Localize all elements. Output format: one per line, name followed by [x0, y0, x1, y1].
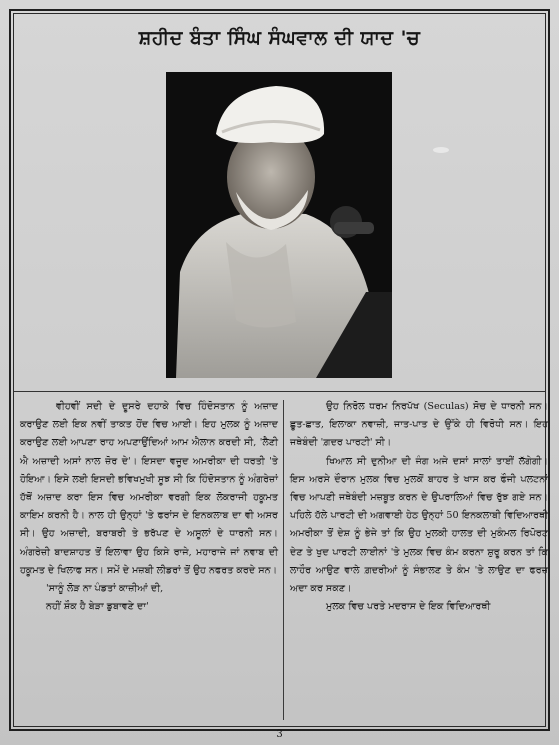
article-paragraph: ਉਹ ਨਿਰੋਲ ਧਰਮ ਨਿਰਪੱਖ (Seculas) ਸੋਚ ਦੇ ਧਾਰਨੀ ਸਨ। ਛੂਤ-ਛਾਤ, ਇਲਾਕਾ ਨਵਾਜ਼ੀ, ਜਾਤ-ਪਾਤ ਦੇ ਉੱਕੇ ਹੀ ਵਿਰੋਧੀ ਸਨ। ਇਹ ਜਥੇਬੰਦੀ 'ਗ਼ਦਰ ਪਾਰਟੀ' ਸੀ। — [290, 401, 548, 449]
page-number: 3 — [276, 729, 283, 740]
article-paragraph: ਖਿਆਲ ਸੀ ਦੁਨੀਆ ਦੀ ਜੰਗ ਅਜੇ ਦਸਾਂ ਸਾਲਾਂ ਤਾਈਂ ਲੱਗੇਗੀ। ਇਸ ਅਰਸੇ ਦੌਰਾਨ ਮੁਲਕ ਵਿਚ ਮੁਲਕੋਂ ਬਾਹਰ ਤੇ ਖਾਸ ਕਰ ਫੌਜੀ ਪਲਟਨਾਂ ਵਿਚ ਆਪਣੀ ਜਥੇਬੰਦੀ ਮਜ਼ਬੂਤ ਕਰਨ ਦੇ ਉਪਰਾਲਿਆਂ ਵਿਚ ਰੁੱਝ ਗਏ ਸਨ। ਪਹਿਲੇ ਹੱਲੇ ਪਾਰਟੀ ਦੀ ਅਗਵਾਈ ਹੇਠ ਉਨ੍ਹਾਂ 50 ਇਨਕਲਾਬੀ ਵਿਦਿਆਰਥੀ ਅਮਰੀਕਾ ਤੋਂ ਦੇਸ਼ ਨੂੰ ਭੇਜੇ ਤਾਂ ਕਿ ਉਹ ਮੁਲਕੀ ਹਾਲਤ ਦੀ ਮੁਕੰਮਲ ਰਿਪੋਰਟ ਦੇਣ ਤੇ ਖੁਦ ਪਾਰਟੀ ਲਾਈਨਾਂ 'ਤੇ ਮੁਲਕ ਵਿਚ ਕੰਮ ਕਰਨਾ ਸ਼ੁਰੂ ਕਰਨ ਤਾਂ ਕਿ ਲਾਹੌਰ ਆਉਣ ਵਾਲੇ ਗ਼ਦਰੀਆਂ ਨੂੰ ਸੰਭਾਲਣ ਤੇ ਕੰਮ 'ਤੇ ਲਾਉਣ ਦਾ ਫਰਜ਼ ਅਦਾ ਕਰ ਸਕਣ। — [290, 455, 548, 595]
portrait-photo — [166, 72, 392, 378]
article-paragraph: ਮੁਲਕ ਵਿਚ ਪਰਤੇ ਮਦਰਾਸ ਦੇ ਇਕ ਵਿਦਿਆਰਥੀ — [326, 601, 491, 613]
article-left-column — [20, 398, 278, 616]
photo-panel-speck — [432, 140, 450, 150]
column-divider — [283, 400, 284, 720]
article-title: ਸ਼ਹੀਦ ਬੰਤਾ ਸਿੰਘ ਸੰਘਵਾਲ ਦੀ ਯਾਦ 'ਚ — [138, 27, 421, 49]
article-right-column — [290, 398, 548, 616]
article-paragraph: ਵੀਹਵੀਂ ਸਦੀ ਦੇ ਦੂਸਰੇ ਦਹਾਕੇ ਵਿਚ ਹਿੰਦੋਸਤਾਨ ਨੂੰ ਅਜ਼ਾਦ ਕਰਾਉਣ ਲਈ ਇਕ ਨਵੀਂ ਤਾਕਤ ਹੋਂਦ ਵਿਚ ਆਈ। ਇਹ ਮੁਲਕ ਨੂੰ ਅਜ਼ਾਦ ਕਰਾਉਣ ਲਈ ਆਪਣਾ ਰਾਹ ਅਪਣਾਉਂਦਿਆਂ ਆਮ ਐਲਾਨ ਕਰਦੀ ਸੀ, 'ਲੈਣੀ ਐ ਅਜ਼ਾਦੀ ਅਸਾਂ ਨਾਲ ਜ਼ੋਰ ਦੇ'। ਇਸਦਾ ਵਜੂਦ ਅਮਰੀਕਾ ਦੀ ਧਰਤੀ 'ਤੇ ਹੋਇਆ। ਇਸੇ ਲਈ ਇਸਦੀ ਭਵਿਖਮੁਖੀ ਸੂਝ ਸੀ ਕਿ ਹਿੰਦੋਸਤਾਨ ਨੂੰ ਅੰਗਰੇਜ਼ਾਂ ਹੱਥੋਂ ਅਜ਼ਾਦ ਕਰਾ ਇਸ ਵਿਚ ਅਮਰੀਕਾ ਵਰਗੀ ਇਕ ਲੋਕਰਾਜੀ ਹਕੂਮਤ ਕਾਇਮ ਕਰਨੀ ਹੈ। ਨਾਲ ਹੀ ਉਨ੍ਹਾਂ 'ਤੇ ਫਰਾਂਸ ਦੇ ਇਨਕਲਾਬ ਦਾ ਵੀ ਅਸਰ ਸੀ। ਉਹ ਅਜ਼ਾਦੀ, ਬਰਾਬਰੀ ਤੇ ਭਰੱਪਣ ਦੇ ਅਸੂਲਾਂ ਦੇ ਧਾਰਨੀ ਸਨ। ਅੰਗਰੇਜ਼ੀ ਬਾਦਸ਼ਾਹਤ ਤੋਂ ਇਲਾਵਾ ਉਹ ਕਿਸੇ ਰਾਜੇ, ਮਹਾਰਾਜੇ ਜਾਂ ਨਵਾਬ ਦੀ ਹਕੂਮਤ ਦੇ ਖਿਲਾਫ ਸਨ। ਸਮੇਂ ਦੇ ਮਜ਼ਬੀ ਲੀਡਰਾਂ ਤੋਂ ਉਹ ਨਫਰਤ ਕਰਦੇ ਸਨ। — [20, 401, 278, 576]
verse-line: 'ਸਾਨੂੰ ਲੋੜ ਨਾ ਪੰਡਤਾਂ ਕਾਜ਼ੀਆਂ ਦੀ, — [46, 583, 164, 595]
verse-line: ਨਹੀਂ ਸ਼ੌਕ ਹੈ ਬੇੜਾ ਡੁਬਾਵਣੇ ਦਾ' — [46, 601, 149, 613]
